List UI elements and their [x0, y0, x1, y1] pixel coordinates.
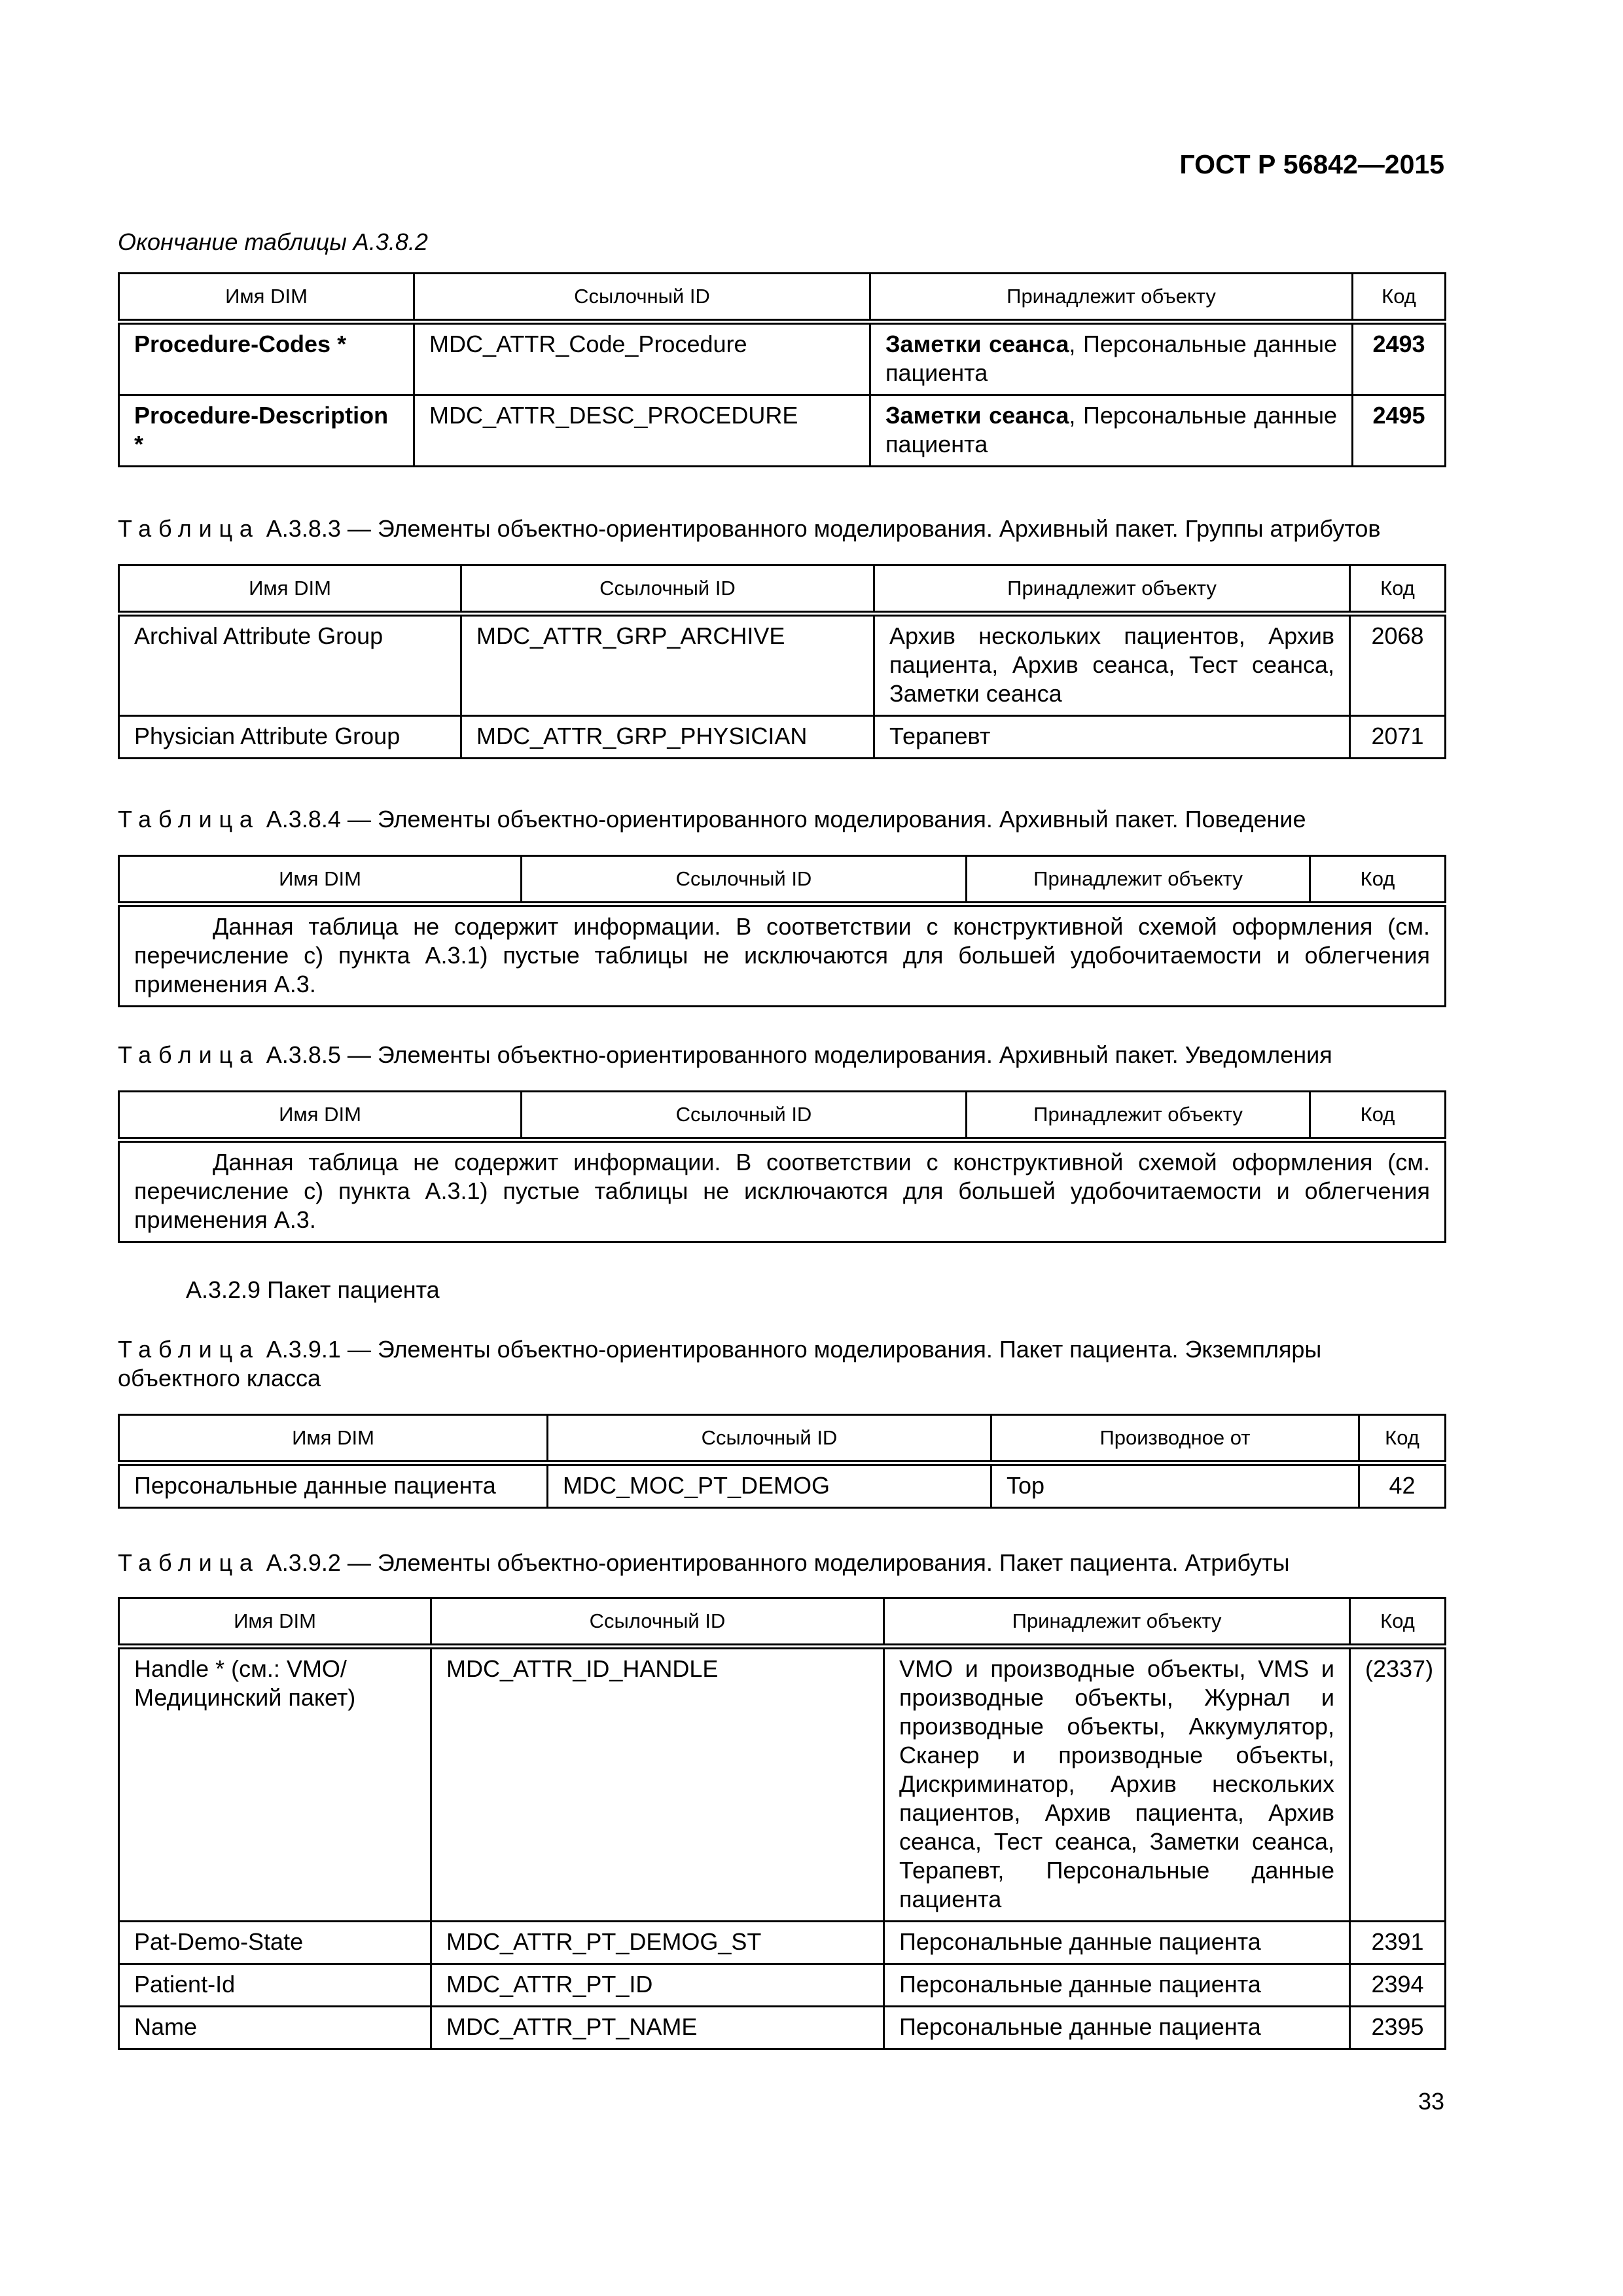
- cell-derived-from: Top: [991, 1463, 1359, 1508]
- caption-text: А.3.9.2 — Элементы объектно-ориентированного моделирования. Пакет пациента. Атрибуты: [266, 1549, 1290, 1576]
- col-header-object: Принадлежит объекту: [967, 1092, 1310, 1140]
- section-heading: А.3.2.9 Пакет пациента: [186, 1276, 440, 1303]
- table-a384: [118, 855, 1446, 1007]
- col-header-ref-id: Ссылочный ID: [522, 1092, 967, 1140]
- caption-text: А.3.9.1 — Элементы объектно-ориентированного моделирования. Пакет пациента. Экземпляры объектного класса: [118, 1336, 1322, 1391]
- cell-code: 2071: [1350, 716, 1446, 759]
- cell-ref-id: MDC_ATTR_Code_Procedure: [414, 322, 870, 395]
- cell-object-rest: , Персональные данные пациента: [885, 402, 1337, 457]
- table-row: [119, 905, 1446, 1007]
- table-a391-caption: [118, 1335, 1444, 1393]
- col-header-object: Принадлежит объекту: [870, 274, 1353, 322]
- col-header-ref-id: Ссылочный ID: [522, 856, 967, 905]
- cell-object: [870, 322, 1353, 395]
- cell-dim: Name: [119, 2007, 431, 2049]
- table-a391: [118, 1414, 1446, 1509]
- col-header-derived-from: Производное от: [991, 1415, 1359, 1463]
- cell-object-bold: Заметки сеанса: [885, 402, 1069, 429]
- cell-code: 42: [1359, 1463, 1446, 1508]
- col-header-dim: Имя DIM: [119, 565, 461, 614]
- cell-code: 2395: [1350, 2007, 1446, 2049]
- note-text: Данная таблица не содержит информации. В соответствии с конструктивной схемой оформления (см. перечисление c) пункта А.3.1) пустые таблицы не исключаются для большей удобочитаемости и облегчения применения А.3.: [134, 1149, 1430, 1233]
- table-a392: [118, 1597, 1446, 2050]
- table-row: [119, 614, 1446, 716]
- cell-object: Персональные данные пациента: [884, 1964, 1350, 2007]
- table-a383: [118, 564, 1446, 759]
- col-header-dim: Имя DIM: [119, 274, 414, 322]
- table-a385: [118, 1090, 1446, 1243]
- caption-text: А.3.8.4 — Элементы объектно-ориентированного моделирования. Архивный пакет. Поведение: [266, 806, 1306, 833]
- cell-code: 2068: [1350, 614, 1446, 716]
- cell-ref-id: MDC_MOC_PT_DEMOG: [548, 1463, 991, 1508]
- table-a382: [118, 272, 1446, 467]
- empty-table-note: [119, 1140, 1446, 1242]
- table-row: [119, 1964, 1446, 2007]
- table-a385-caption: [118, 1041, 1444, 1069]
- caption-label: Таблица: [118, 1336, 260, 1363]
- caption-text: А.3.8.5 — Элементы объектно-ориентированного моделирования. Архивный пакет. Уведомления: [266, 1041, 1332, 1068]
- caption-text: А.3.8.3 — Элементы объектно-ориентированного моделирования. Архивный пакет. Группы атрибутов: [266, 515, 1381, 542]
- col-header-code: Код: [1350, 1598, 1446, 1647]
- cell-ref-id: MDC_ATTR_GRP_ARCHIVE: [461, 614, 874, 716]
- cell-code: (2337): [1350, 1647, 1446, 1922]
- cell-object-bold: Заметки сеанса: [885, 331, 1069, 357]
- col-header-code: Код: [1310, 1092, 1446, 1140]
- col-header-code: Код: [1310, 856, 1446, 905]
- caption-label: Таблица: [118, 1549, 260, 1576]
- cell-code: 2391: [1350, 1922, 1446, 1964]
- col-header-dim: Имя DIM: [119, 1598, 431, 1647]
- cell-code: 2495: [1353, 395, 1446, 467]
- cell-ref-id: MDC_ATTR_PT_NAME: [431, 2007, 884, 2049]
- cell-dim: Archival Attribute Group: [119, 614, 461, 716]
- cell-dim: Procedure-Description *: [119, 395, 414, 467]
- empty-table-note: [119, 905, 1446, 1007]
- cell-object: Архив нескольких пациентов, Архив пациента, Архив сеанса, Тест сеанса, Заметки сеанса: [874, 614, 1350, 716]
- col-header-ref-id: Ссылочный ID: [548, 1415, 991, 1463]
- table-a383-caption: [118, 514, 1444, 543]
- cell-ref-id: MDC_ATTR_PT_DEMOG_ST: [431, 1922, 884, 1964]
- col-header-ref-id: Ссылочный ID: [461, 565, 874, 614]
- col-header-dim: Имя DIM: [119, 1415, 548, 1463]
- col-header-object: Принадлежит объекту: [884, 1598, 1350, 1647]
- cell-ref-id: MDC_ATTR_GRP_PHYSICIAN: [461, 716, 874, 759]
- col-header-code: Код: [1353, 274, 1446, 322]
- table-a382-caption: Окончание таблицы А.3.8.2: [118, 228, 428, 255]
- cell-code: 2394: [1350, 1964, 1446, 2007]
- table-row: [119, 395, 1446, 467]
- caption-label: Таблица: [118, 806, 260, 833]
- cell-dim: Персональные данные пациента: [119, 1463, 548, 1508]
- cell-dim: Procedure-Codes *: [119, 322, 414, 395]
- cell-object: Персональные данные пациента: [884, 2007, 1350, 2049]
- col-header-ref-id: Ссылочный ID: [431, 1598, 884, 1647]
- col-header-dim: Имя DIM: [119, 856, 522, 905]
- table-row: [119, 1922, 1446, 1964]
- col-header-code: Код: [1350, 565, 1446, 614]
- table-row: [119, 716, 1446, 759]
- table-a384-caption: [118, 805, 1444, 834]
- col-header-dim: Имя DIM: [119, 1092, 522, 1140]
- caption-label: Таблица: [118, 1041, 260, 1068]
- cell-ref-id: MDC_ATTR_PT_ID: [431, 1964, 884, 2007]
- col-header-object: Принадлежит объекту: [967, 856, 1310, 905]
- cell-dim: Pat-Demo-State: [119, 1922, 431, 1964]
- col-header-object: Принадлежит объекту: [874, 565, 1350, 614]
- cell-dim: Physician Attribute Group: [119, 716, 461, 759]
- note-text: Данная таблица не содержит информации. В соответствии с конструктивной схемой оформления (см. перечисление c) пункта А.3.1) пустые таблицы не исключаются для большей удобочитаемости и облегчения применения А.3.: [134, 913, 1430, 997]
- cell-object: Персональные данные пациента: [884, 1922, 1350, 1964]
- cell-object-rest: , Персональные данные пациента: [885, 331, 1337, 386]
- standard-header: ГОСТ Р 56842—2015: [1179, 149, 1444, 179]
- cell-dim: Handle * (см.: VMO/ Медицинский пакет): [119, 1647, 431, 1922]
- cell-code: 2493: [1353, 322, 1446, 395]
- col-header-code: Код: [1359, 1415, 1446, 1463]
- table-row: [119, 2007, 1446, 2049]
- table-a392-caption: [118, 1549, 1444, 1577]
- cell-dim: Patient-Id: [119, 1964, 431, 2007]
- cell-object: Терапевт: [874, 716, 1350, 759]
- col-header-ref-id: Ссылочный ID: [414, 274, 870, 322]
- table-row: [119, 1647, 1446, 1922]
- cell-ref-id: MDC_ATTR_DESC_PROCEDURE: [414, 395, 870, 467]
- cell-ref-id: MDC_ATTR_ID_HANDLE: [431, 1647, 884, 1922]
- cell-object: [870, 395, 1353, 467]
- table-row: [119, 1140, 1446, 1242]
- caption-label: Таблица: [118, 515, 260, 542]
- page-number: 33: [1418, 2088, 1444, 2115]
- cell-object: VMO и производные объекты, VMS и производные объекты, Журнал и производные объекты, Аккумулятор, Сканер и производные объекты, Дискриминатор, Архив нескольких пациентов, Архив пациента, Архив сеанса, Тест сеанса, Заметки сеанса, Терапевт, Персональные данные пациента: [884, 1647, 1350, 1922]
- table-row: [119, 322, 1446, 395]
- table-row: [119, 1463, 1446, 1508]
